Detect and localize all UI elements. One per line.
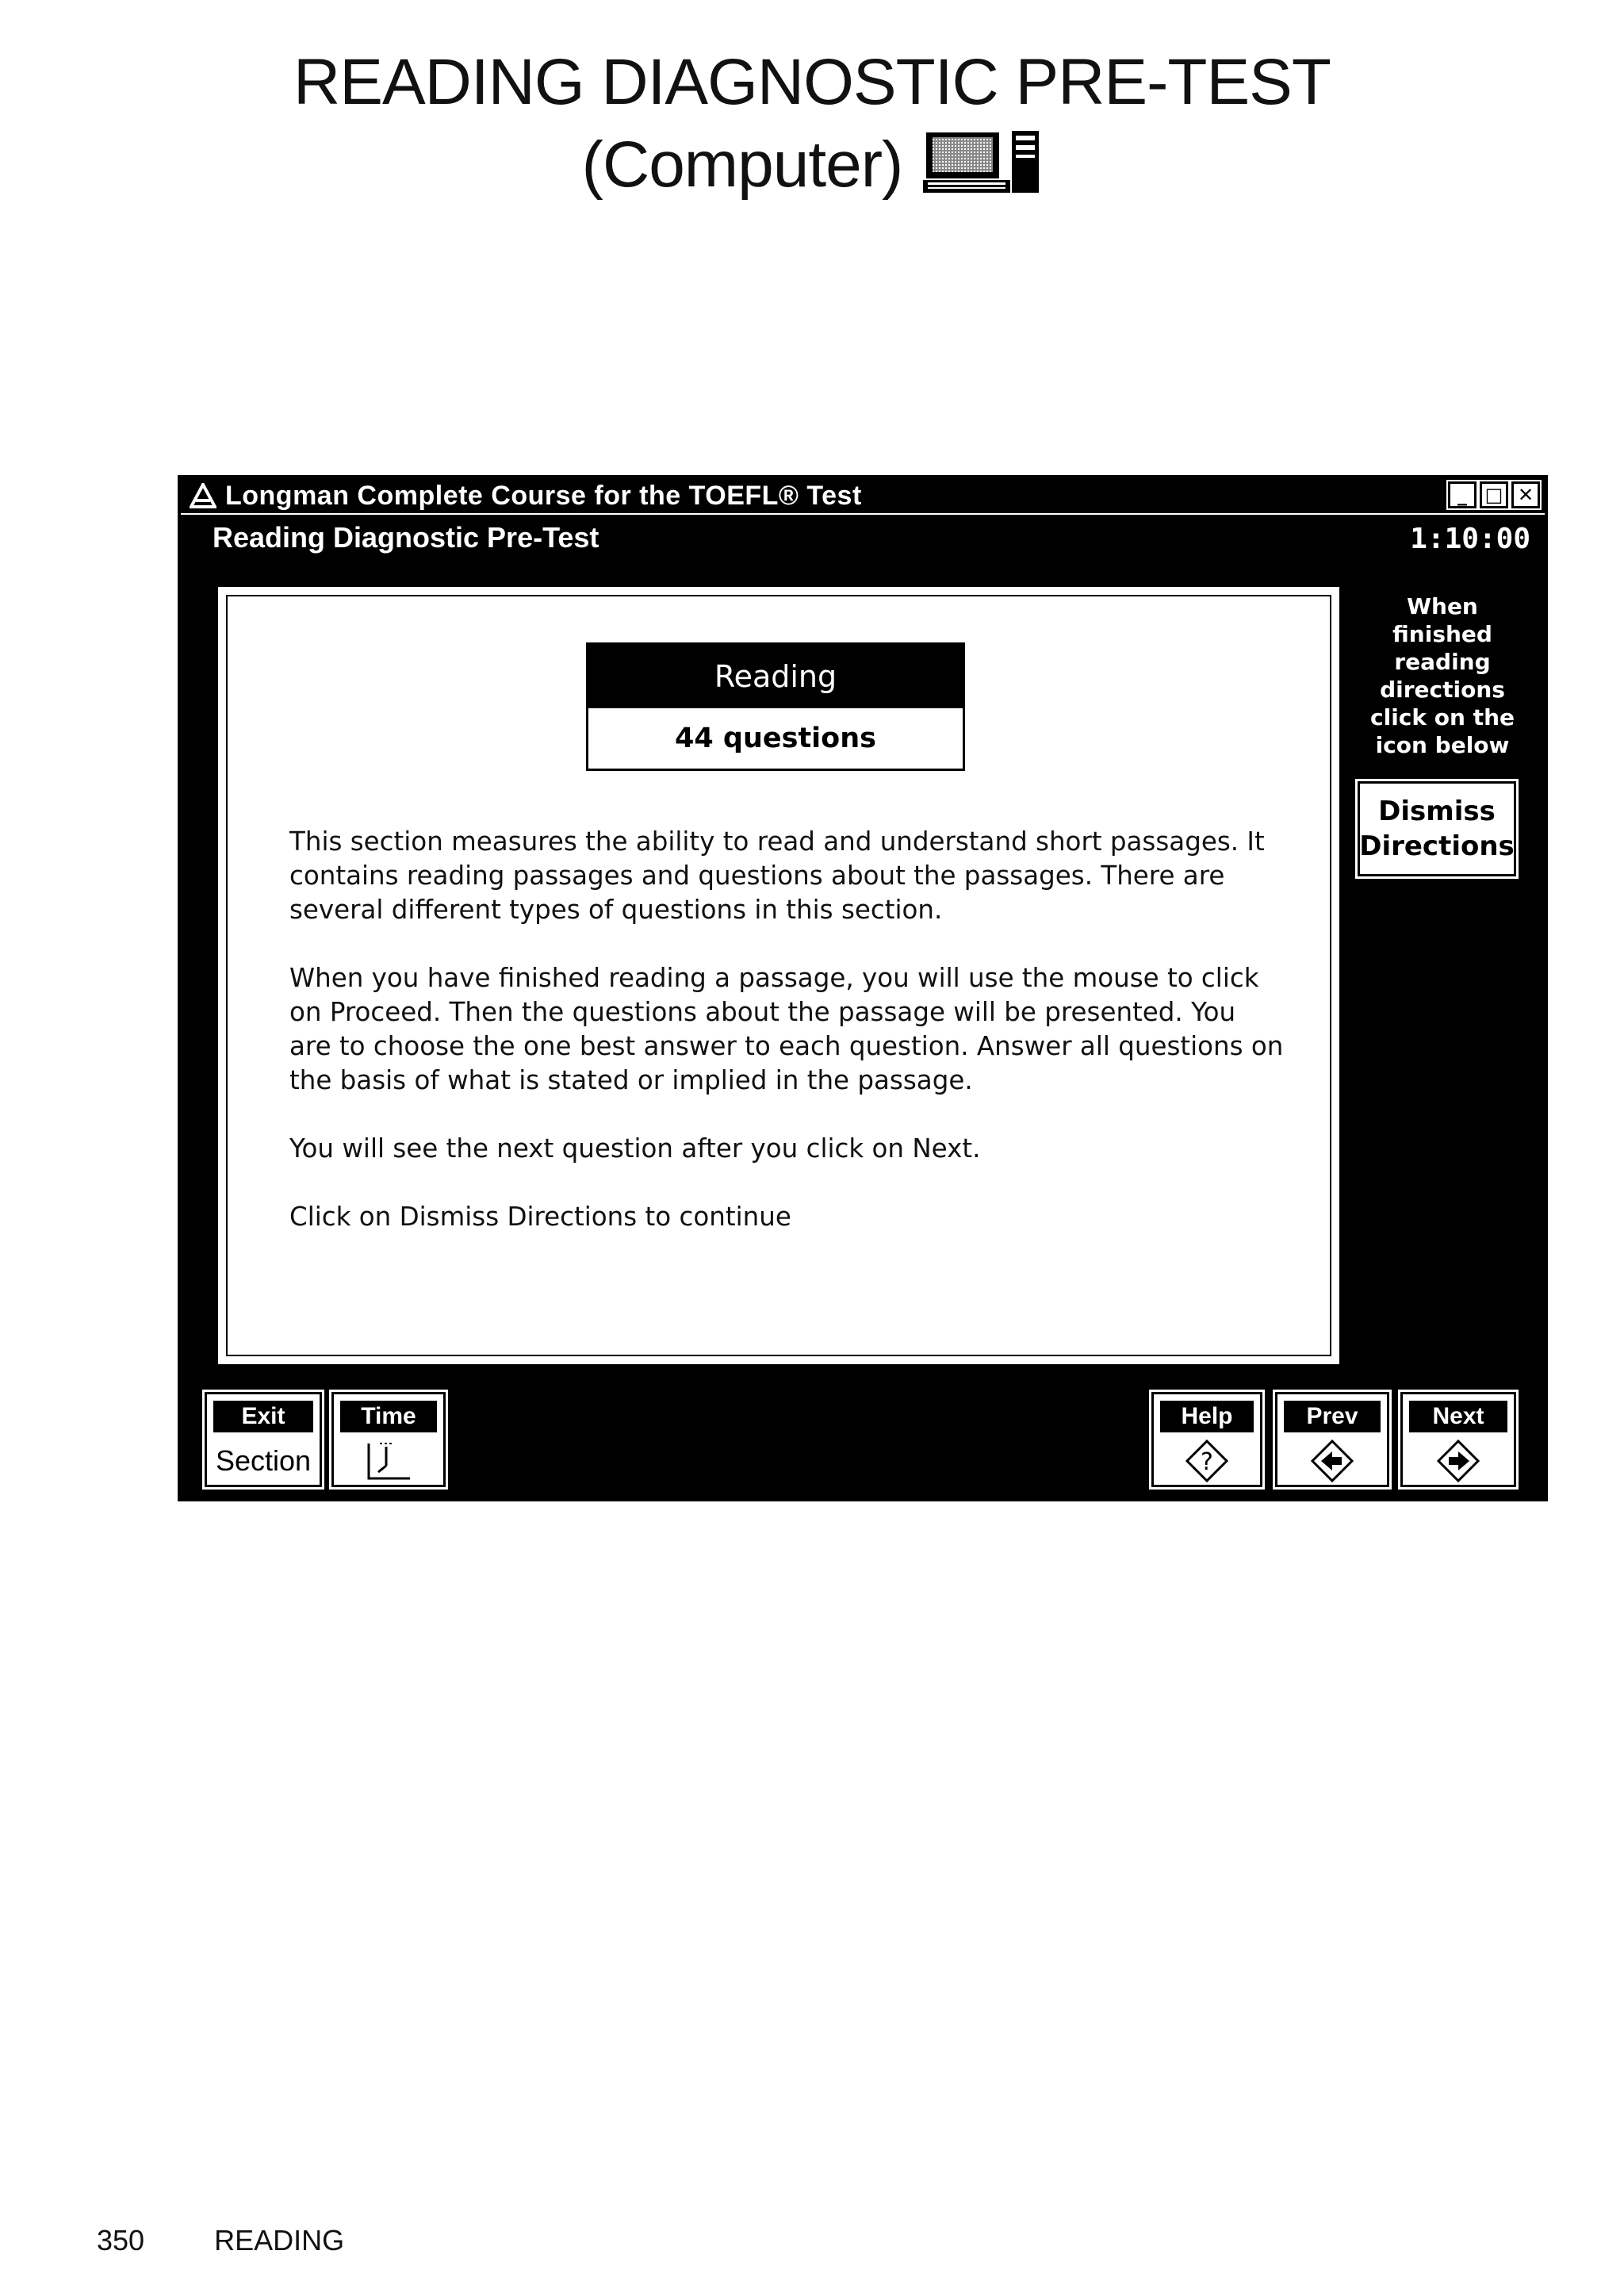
- dismiss-hint: When finished reading directions click on the icon below: [1364, 585, 1521, 769]
- left-arrow-diamond-icon: [1310, 1439, 1354, 1483]
- dismiss-label-line2: Directions: [1359, 830, 1515, 862]
- section-heading: Reading: [588, 645, 963, 708]
- page-title-line1: READING DIAGNOSTIC PRE-TEST: [293, 46, 1331, 118]
- next-button[interactable]: [1400, 1392, 1516, 1487]
- prev-label: Prev: [1284, 1401, 1381, 1432]
- minimize-button[interactable]: _: [1448, 481, 1477, 508]
- help-label: Help: [1160, 1401, 1254, 1432]
- prev-button[interactable]: [1275, 1392, 1389, 1487]
- window-controls: [1448, 481, 1540, 508]
- section-heading-box: [586, 642, 965, 771]
- countdown-timer: 1:10:00: [1410, 523, 1530, 555]
- maximize-button[interactable]: □: [1480, 481, 1508, 508]
- page-number: 350: [97, 2224, 145, 2256]
- svg-text:?: ?: [1201, 1448, 1213, 1476]
- time-label: Time: [340, 1401, 437, 1432]
- directions-paragraph: Click on Dismiss Directions to continue: [289, 1202, 791, 1232]
- app-title: Longman Complete Course for the TOEFL® Test: [225, 480, 862, 511]
- question-diamond-icon: [1185, 1439, 1229, 1483]
- directions-paragraph: This section measures the ability to read and understand short passages. It contains reading passages and questions about the passages. There are several different types of questions in this section.: [289, 826, 1265, 925]
- time-button[interactable]: [331, 1392, 446, 1487]
- exit-label: Exit: [213, 1401, 313, 1432]
- section-bar: [181, 513, 1545, 561]
- window-titlebar[interactable]: [181, 478, 1545, 513]
- next-label: Next: [1409, 1401, 1507, 1432]
- directions-text: [289, 825, 1289, 1268]
- clock-icon: [362, 1439, 415, 1483]
- exit-section-button[interactable]: [205, 1392, 322, 1487]
- page-title-line2: (Computer): [581, 128, 903, 201]
- close-button[interactable]: ✕: [1511, 481, 1540, 508]
- computer-icon: [923, 129, 1042, 194]
- question-count: 44 questions: [675, 723, 876, 754]
- right-arrow-diamond-icon: [1436, 1439, 1480, 1483]
- longman-logo-icon: [187, 481, 219, 510]
- directions-paragraph: When you have finished reading a passage, you will use the mouse to click on Proceed. Then the questions about the passage will be presented. You are to choose the one best answer to each question. Answer all questions on the basis of what is stated or implied in the passage.: [289, 963, 1284, 1095]
- directions-panel: [216, 585, 1342, 1367]
- page-title: [0, 41, 1624, 206]
- dismiss-label-line1: Dismiss: [1378, 796, 1496, 827]
- footer-section: READING: [214, 2224, 345, 2256]
- dismiss-directions-button[interactable]: [1358, 781, 1516, 876]
- help-button[interactable]: [1151, 1392, 1262, 1487]
- app-window: [178, 475, 1548, 1501]
- section-title: Reading Diagnostic Pre-Test: [213, 521, 599, 554]
- directions-paragraph: You will see the next question after you click on Next.: [289, 1133, 981, 1164]
- exit-sublabel: Section: [215, 1444, 312, 1477]
- page-footer: [97, 2224, 344, 2257]
